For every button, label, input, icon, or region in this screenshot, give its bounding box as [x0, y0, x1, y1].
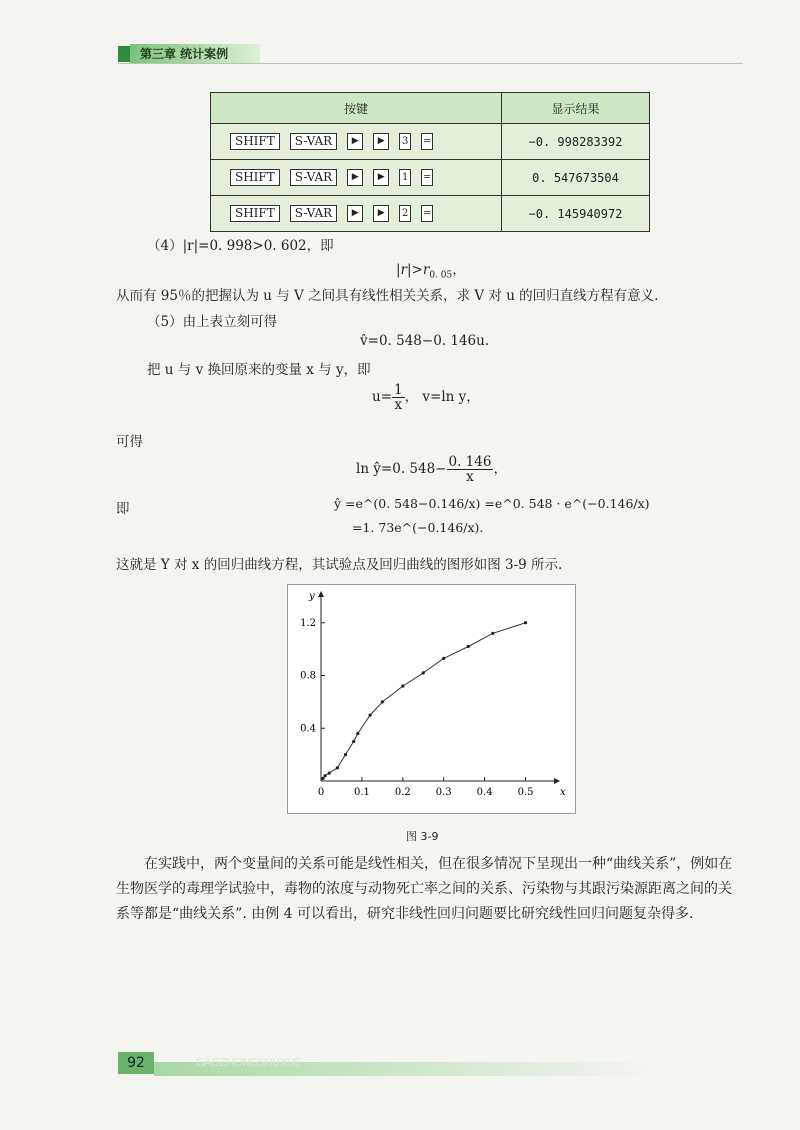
ji-label: 即: [116, 501, 130, 517]
play-icon: ▶: [373, 169, 389, 186]
play-icon: ▶: [373, 205, 389, 222]
table-row: [211, 160, 650, 196]
back-substitution-text: 把 u 与 v 换回原来的变量 x 与 y，即: [147, 362, 371, 378]
y-tick-label: 0.4: [300, 723, 316, 735]
data-point: [328, 771, 331, 774]
inequality-sub: 0. 05: [429, 270, 453, 281]
number-key: 1: [399, 169, 411, 186]
step-5: （5）由上表立刻可得: [147, 314, 278, 330]
figure-panel: [287, 584, 576, 814]
data-point: [323, 774, 326, 777]
number-key: 2: [399, 205, 411, 222]
table-row: [211, 196, 650, 232]
x-axis-label: x: [560, 787, 566, 798]
svar-key: S-VAR: [290, 205, 337, 222]
data-point: [352, 740, 355, 743]
equals-key: =: [421, 169, 433, 186]
svar-key: S-VAR: [290, 133, 337, 150]
eq2-part-a: u=: [372, 389, 393, 405]
play-icon: ▶: [347, 205, 363, 222]
data-point: [491, 632, 494, 635]
number-key: 3: [399, 133, 411, 150]
shift-key: SHIFT: [230, 205, 280, 222]
data-point: [344, 753, 347, 756]
inequality: [396, 258, 466, 281]
regression-chart: [288, 585, 575, 813]
table-row: [211, 124, 650, 160]
substitution-eq: [372, 383, 480, 412]
data-point: [356, 732, 359, 735]
y-tick-label: 0.8: [300, 670, 316, 682]
data-point: [442, 657, 445, 660]
eq2-part-b: ， v=ln y，: [404, 389, 480, 405]
inequality-tail: ，: [452, 262, 466, 278]
y-axis-label: y: [309, 591, 315, 602]
play-icon: ▶: [347, 169, 363, 186]
step-4: （4）|r|=0. 998>0. 602，即: [147, 238, 334, 254]
figure-caption: 图 3-9: [406, 830, 439, 843]
footer-watermark: GAOZHONGSHUXUE: [196, 1056, 301, 1069]
result-value: −0. 145940972: [502, 196, 650, 232]
x-tick-label: 0: [317, 787, 325, 798]
col-keys-header: 按键: [211, 93, 502, 124]
result-value: 0. 547673504: [502, 160, 650, 196]
x-tick-label: 0.3: [435, 787, 452, 798]
exp-eq-final: =1. 73e^(−0.146/x).: [352, 520, 484, 535]
x-tick-label: 0.4: [476, 787, 493, 798]
y-tick-label: 1.2: [300, 617, 316, 629]
x-axis-arrow: [554, 778, 560, 784]
page-number: 92: [118, 1052, 154, 1074]
equals-key: =: [421, 133, 433, 150]
play-icon: ▶: [347, 133, 363, 150]
data-point: [321, 777, 324, 780]
data-point: [524, 621, 527, 624]
x-tick-label: 0.1: [353, 787, 370, 798]
shift-key: SHIFT: [230, 169, 280, 186]
log-eq: [356, 455, 507, 484]
closing-paragraph: 在实践中，两个变量间的关系可能是线性相关，但在很多情况下呈现出一种“曲线关系”，例如在生物医学的毒理学试验中，毒物的浓度与动物死亡率之间的关系、污染物与其跟污染源距离之间的关系等都是“曲线关系”. 由例 4 可以看出，研究非线性回归问题要比研究线性回归问题复杂得多.: [116, 856, 733, 922]
data-point: [381, 700, 384, 703]
result-value: −0. 998283392: [502, 124, 650, 160]
header-rule: [118, 63, 743, 64]
data-point: [336, 766, 339, 769]
chapter-title: 第三章 统计案例: [130, 44, 260, 64]
data-point: [368, 713, 371, 716]
data-point: [401, 684, 404, 687]
eq3-part-a: ln ŷ=0. 548−: [356, 461, 447, 477]
kede-label: 可得: [116, 434, 143, 450]
final-sentence: 这就是 Y 对 x 的回归曲线方程，其试验点及回归曲线的图形如图 3-9 所示.: [116, 557, 563, 573]
fraction: [392, 383, 405, 412]
exp-eq: ŷ =e^(0. 548−0.146/x) =e^0. 548 · e^(−0.146/x): [334, 496, 650, 511]
shift-key: SHIFT: [230, 133, 280, 150]
numerator: 1: [394, 382, 403, 398]
denominator: x: [466, 469, 474, 485]
denominator: x: [394, 397, 403, 413]
calculator-key-table: [210, 92, 650, 232]
x-tick-label: 0.2: [394, 787, 411, 798]
conclusion-text: 从而有 95％的把握认为 u 与 V 之间具有线性相关关系，求 V 对 u 的回归直线方程有意义.: [116, 288, 659, 304]
equals-key: =: [421, 205, 433, 222]
data-point: [422, 671, 425, 674]
svar-key: S-VAR: [290, 169, 337, 186]
data-point: [467, 645, 470, 648]
x-tick-label: 0.5: [517, 787, 534, 798]
play-icon: ▶: [373, 133, 389, 150]
eq3-part-b: ，: [493, 461, 507, 477]
col-result-header: 显示结果: [502, 93, 650, 124]
inequality-main: |r|>r: [396, 262, 430, 278]
y-axis-arrow: [318, 591, 324, 597]
regression-curve: [321, 623, 526, 781]
regression-line-eq: v̂=0. 548−0. 146u.: [360, 333, 490, 349]
numerator: 0. 146: [448, 454, 492, 470]
fraction: [447, 455, 494, 484]
